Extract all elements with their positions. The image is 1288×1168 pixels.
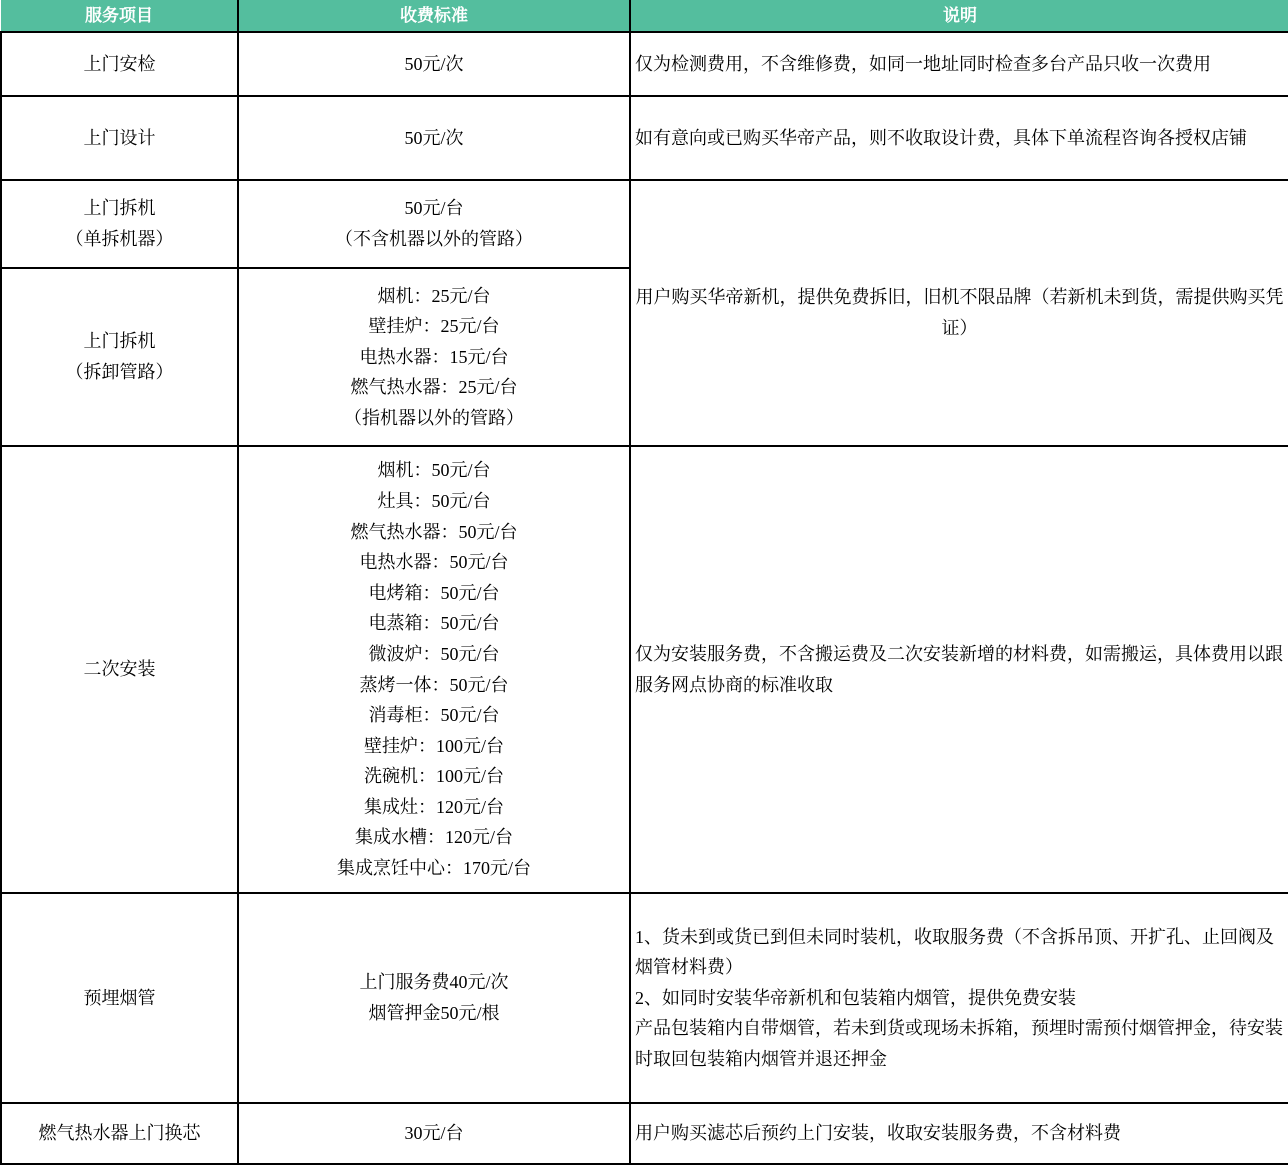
- cell-fee: 50元/台 （不含机器以外的管路）: [238, 180, 630, 268]
- header-fee: 收费标准: [238, 0, 630, 32]
- cell-fee: 50元/次: [238, 32, 630, 96]
- cell-fee: 50元/次: [238, 96, 630, 180]
- row-yumai-yanguan: [1, 893, 1288, 1103]
- header-desc: 说明: [630, 0, 1288, 32]
- row-sheji: [1, 96, 1288, 180]
- cell-service: 上门拆机 （单拆机器）: [1, 180, 238, 268]
- cell-desc: 用户购买滤芯后预约上门安装，收取安装服务费，不含材料费: [630, 1103, 1288, 1164]
- cell-fee: 烟机：25元/台 壁挂炉：25元/台 电热水器：15元/台 燃气热水器：25元/台 （指机器以外的管路）: [238, 268, 630, 446]
- cell-fee: 烟机：50元/台 灶具：50元/台 燃气热水器：50元/台 电热水器：50元/台 电烤箱：50元/台 电蒸箱：50元/台 微波炉：50元/台 蒸烤一体：50元/台 消毒柜：50元/台 壁挂炉：100元/台 洗碗机：100元/台 集成灶：120元/台 集成水槽：120元/台 集成烹饪中心：170元/台: [238, 446, 630, 893]
- row-erci-anzhuang: [1, 446, 1288, 893]
- cell-service: 上门安检: [1, 32, 238, 96]
- cell-desc: 仅为安装服务费，不含搬运费及二次安装新增的材料费，如需搬运，具体费用以跟服务网点协商的标准收取: [630, 446, 1288, 893]
- cell-service: 燃气热水器上门换芯: [1, 1103, 238, 1164]
- row-chaiji-danchai: [1, 180, 1288, 268]
- cell-desc-merged: 用户购买华帝新机，提供免费拆旧，旧机不限品牌（若新机未到货，需提供购买凭证）: [630, 180, 1288, 446]
- cell-service: 上门拆机 （拆卸管路）: [1, 268, 238, 446]
- header-service: 服务项目: [1, 0, 238, 32]
- cell-desc: 如有意向或已购买华帝产品，则不收取设计费，具体下单流程咨询各授权店铺: [630, 96, 1288, 180]
- row-anjian: [1, 32, 1288, 96]
- cell-desc: 仅为检测费用，不含维修费，如同一地址同时检查多台产品只收一次费用: [630, 32, 1288, 96]
- header-row: [1, 0, 1288, 32]
- cell-service: 二次安装: [1, 446, 238, 893]
- cell-service: 上门设计: [1, 96, 238, 180]
- cell-fee: 上门服务费40元/次 烟管押金50元/根: [238, 893, 630, 1103]
- cell-fee: 30元/台: [238, 1103, 630, 1164]
- row-huanxin: [1, 1103, 1288, 1164]
- cell-service: 预埋烟管: [1, 893, 238, 1103]
- cell-desc: 1、货未到或货已到但未同时装机，收取服务费（不含拆吊顶、开扩孔、止回阀及烟管材料费） 2、如同时安装华帝新机和包装箱内烟管，提供免费安装 产品包装箱内自带烟管，若未到货或现场未拆箱，预埋时需预付烟管押金，待安装时取回包装箱内烟管并退还押金: [630, 893, 1288, 1103]
